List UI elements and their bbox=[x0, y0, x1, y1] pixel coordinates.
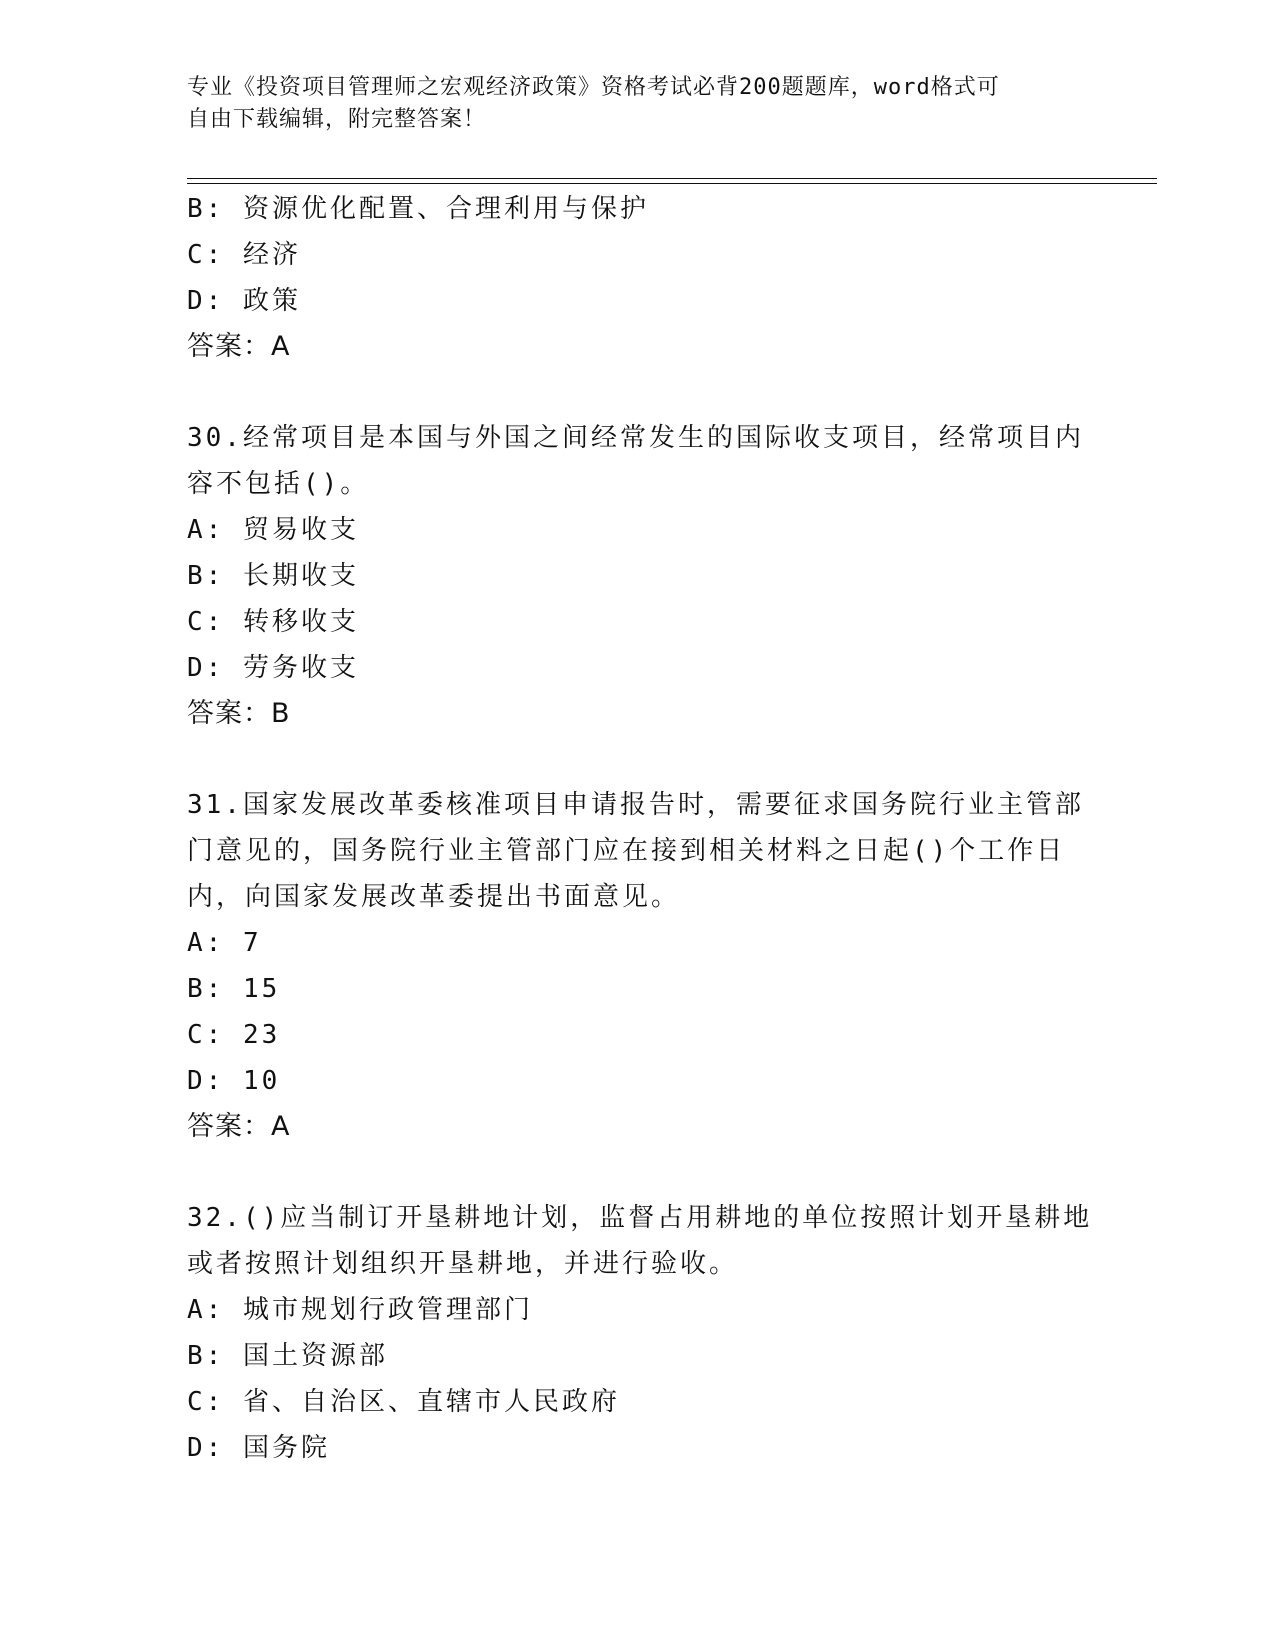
option-c: C: 23 bbox=[187, 1020, 281, 1050]
question-text-line: 32.()应当制订开垦耕地计划，监督占用耕地的单位按照计划开垦耕地 bbox=[187, 1203, 1093, 1233]
header-divider-top bbox=[187, 178, 1157, 179]
question-29-continued bbox=[187, 186, 1087, 370]
option-b: B: 15 bbox=[187, 974, 281, 1004]
document-header bbox=[187, 72, 1067, 136]
question-30 bbox=[187, 415, 1087, 737]
question-text-line: 门意见的，国务院行业主管部门应在接到相关材料之日起()个工作日 bbox=[187, 836, 1066, 866]
header-line-2: 自由下载编辑，附完整答案！ bbox=[187, 107, 487, 132]
option-d: D: 国务院 bbox=[187, 1433, 330, 1463]
answer-line: 答案：A bbox=[187, 1111, 291, 1142]
answer-line: 答案：B bbox=[187, 698, 291, 729]
option-a: A: 贸易收支 bbox=[187, 515, 359, 545]
document-body bbox=[187, 186, 1093, 1471]
option-c: C: 省、自治区、直辖市人民政府 bbox=[187, 1387, 620, 1417]
question-32 bbox=[187, 1195, 1093, 1471]
header-divider-bottom bbox=[187, 183, 1157, 184]
header-line-1: 专业《投资项目管理师之宏观经济政策》资格考试必背200题题库，word格式可 bbox=[187, 75, 1000, 100]
option-c: C: 经济 bbox=[187, 240, 301, 270]
question-text-line: 31.国家发展改革委核准项目申请报告时，需要征求国务院行业主管部 bbox=[187, 790, 1084, 820]
question-text-line: 30.经常项目是本国与外国之间经常发生的国际收支项目，经常项目内 bbox=[187, 423, 1084, 453]
option-d: D: 10 bbox=[187, 1066, 281, 1096]
question-text-line: 或者按照计划组织开垦耕地，并进行验收。 bbox=[187, 1249, 739, 1279]
option-c: C: 转移收支 bbox=[187, 607, 359, 637]
question-31 bbox=[187, 782, 1087, 1150]
option-b: B: 长期收支 bbox=[187, 561, 359, 591]
option-b: B: 国土资源部 bbox=[187, 1341, 388, 1371]
option-d: D: 政策 bbox=[187, 286, 301, 316]
option-d: D: 劳务收支 bbox=[187, 653, 359, 683]
question-text-line: 容不包括()。 bbox=[187, 469, 370, 499]
option-b: B: 资源优化配置、合理利用与保护 bbox=[187, 194, 649, 224]
option-a: A: 城市规划行政管理部门 bbox=[187, 1295, 533, 1325]
option-a: A: 7 bbox=[187, 928, 262, 958]
question-text-line: 内，向国家发展改革委提出书面意见。 bbox=[187, 882, 681, 912]
answer-line: 答案：A bbox=[187, 331, 291, 362]
